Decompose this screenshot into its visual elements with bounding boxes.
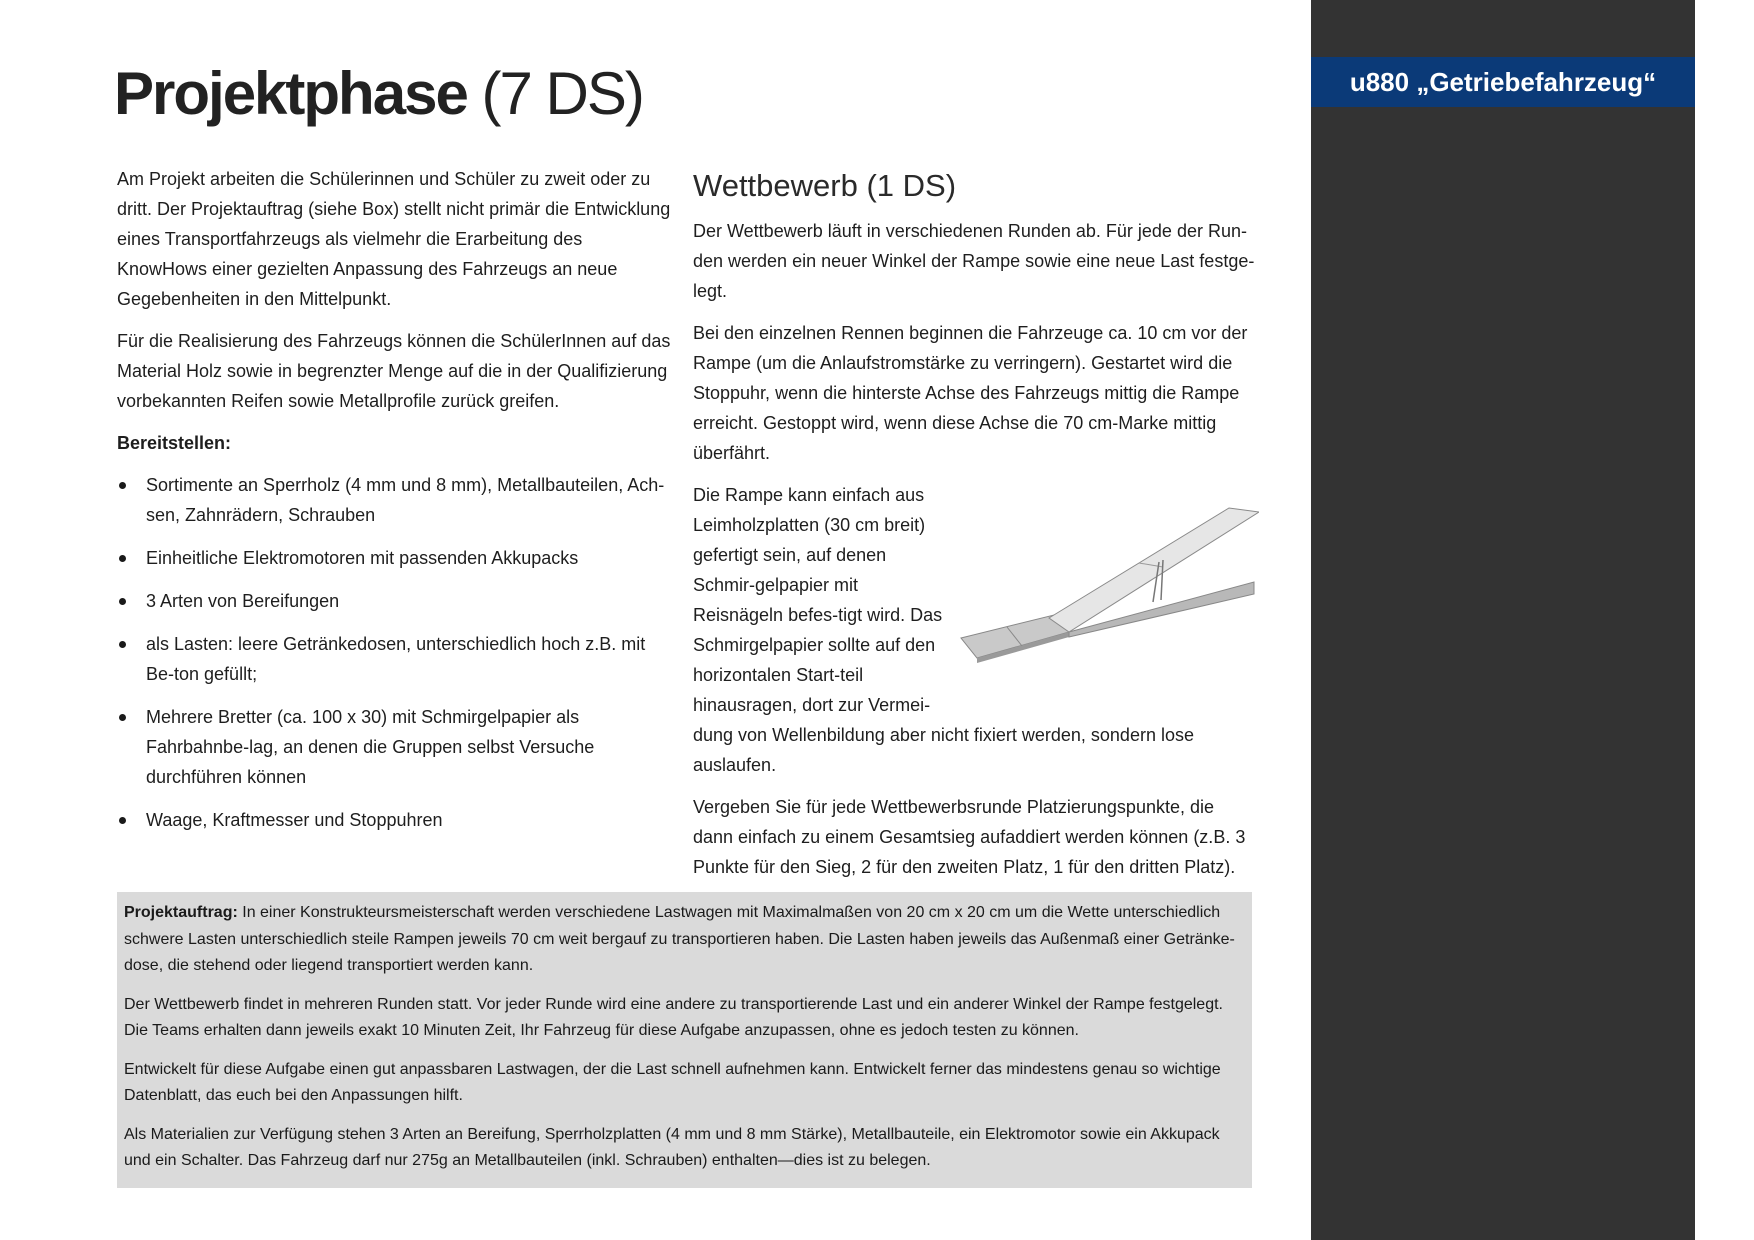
list-item: Mehrere Bretter (ca. 100 x 30) mit Schmirgelpapier als Fahrbahnbe-lag, an denen die Gruppen selbst Versuche durchführen können [117, 702, 677, 792]
right-column [693, 166, 1259, 894]
task-paragraph: Der Wettbewerb findet in mehreren Runden statt. Vor jeder Runde wird eine andere zu transportierende Last und ein anderer Winkel der Rampe festgelegt. Die Teams erhalten dann jeweils exakt 10 Minuten Zeit, Ihr Fahrzeug für diese Aufgabe anzupassen, ohne es jedoch testen zu können. [124, 995, 1223, 1039]
unit-tab: u880 „Getriebefahrzeug“ [1311, 57, 1695, 107]
intro-paragraph: Am Projekt arbeiten die Schülerinnen und Schüler zu zweit oder zu dritt. Der Projektauftrag (siehe Box) stellt nicht primär die Entwicklung eines Transportfahrzeugs als vielmehr die Erarbeitung des KnowHows einer gezielten Anpassung des Fahrzeugs an neue Gegebenheiten in den Mittelpunkt. [117, 169, 671, 309]
ramp-paragraph: Die Rampe kann einfach aus Leimholzplatten (30 cm breit) gefertigt sein, auf denen Schmir-gelpapier mit Reisnägeln befes-tigt wird. Das Schmirgelpapier sollte auf den horizontalen Start-teil hinausragen, dort zur Vermei-dung von Wellenbildung aber nicht fixiert werden, sondern lose auslaufen. [693, 485, 1194, 775]
material-paragraph: Für die Realisierung des Fahrzeugs können die SchülerInnen auf das Material Holz sowie in begrenzter Menge auf die in der Qualifizierung vorbekannten Reifen sowie Metallprofile zurück greifen. [117, 331, 671, 411]
left-column [117, 164, 677, 848]
list-item: 3 Arten von Bereifungen [117, 586, 677, 616]
list-item: Sortimente an Sperrholz (4 mm und 8 mm), Metallbauteilen, Ach-sen, Zahnrädern, Schrauben [117, 470, 677, 530]
provide-list [117, 470, 677, 835]
list-item: Einheitliche Elektromotoren mit passenden Akkupacks [117, 543, 677, 573]
page-title [114, 58, 643, 130]
race-paragraph: Bei den einzelnen Rennen beginnen die Fahrzeuge ca. 10 cm vor der Rampe (um die Anlaufstromstärke zu verringern). Gestartet wird die Stoppuhr, wenn die hinterste Achse des Fahrzeugs mittig die Rampe erreicht. Gestoppt wird, wenn diese Achse die 70 cm-Marke mittig überfährt. [693, 323, 1248, 463]
points-paragraph: Vergeben Sie für jede Wettbewerbsrunde Platzierungspunkte, die dann einfach zu einem Gesamtsieg aufaddiert werden können (z.B. 3 Punkte für den Sieg, 2 für den zweiten Platz, 1 für den dritten Platz). [693, 797, 1246, 877]
page-title-main: Projektphase [114, 60, 467, 127]
task-paragraph [124, 900, 1240, 980]
ramp-illustration [959, 490, 1259, 700]
provide-heading: Bereitstellen: [117, 433, 232, 453]
task-paragraph: Entwickelt für diese Aufgabe einen gut anpassbaren Lastwagen, der die Last schnell aufnehmen kann. Entwickelt ferner das mindestens genau so wichtige Datenblatt, das euch bei den Anpassungen hilft. [124, 1060, 1221, 1104]
competition-paragraph: Der Wettbewerb läuft in verschiedenen Runden ab. Für jede der Run-den werden ein neuer Winkel der Rampe sowie eine neue Last festge-legt. [693, 221, 1255, 301]
task-paragraph: Als Materialien zur Verfügung stehen 3 Arten an Bereifung, Sperrholzplatten (4 mm und 8 mm Stärke), Metallbauteile, ein Elektromotor sowie ein Akkupack und ein Schalter. Das Fahrzeug darf nur 275g an Metallbauteilen (inkl. Schrauben) enthalten—dies ist zu belegen. [124, 1125, 1220, 1169]
task-label: Projektauftrag: [124, 904, 238, 921]
competition-heading: Wettbewerb (1 DS) [693, 168, 957, 203]
list-item: als Lasten: leere Getränkedosen, unterschiedlich hoch z.B. mit Be-ton gefüllt; [117, 629, 677, 689]
sidebar [1311, 0, 1695, 1240]
page-title-duration: (7 DS) [481, 60, 643, 127]
list-item: Waage, Kraftmesser und Stoppuhren [117, 805, 677, 835]
project-task-box [117, 892, 1252, 1188]
task-text: In einer Konstrukteursmeisterschaft werden verschiedene Lastwagen mit Maximalmaßen von 20 cm x 20 cm um die Wette unterschiedlich schwere Lasten unterschiedlich steile Rampen jeweils 70 cm weit bergauf zu transportieren haben. Die Lasten haben jeweils das Außenmaß einer Getränke-dose, die stehend oder liegend transportiert werden kann. [124, 904, 1235, 974]
ramp-drawing [959, 490, 1259, 700]
